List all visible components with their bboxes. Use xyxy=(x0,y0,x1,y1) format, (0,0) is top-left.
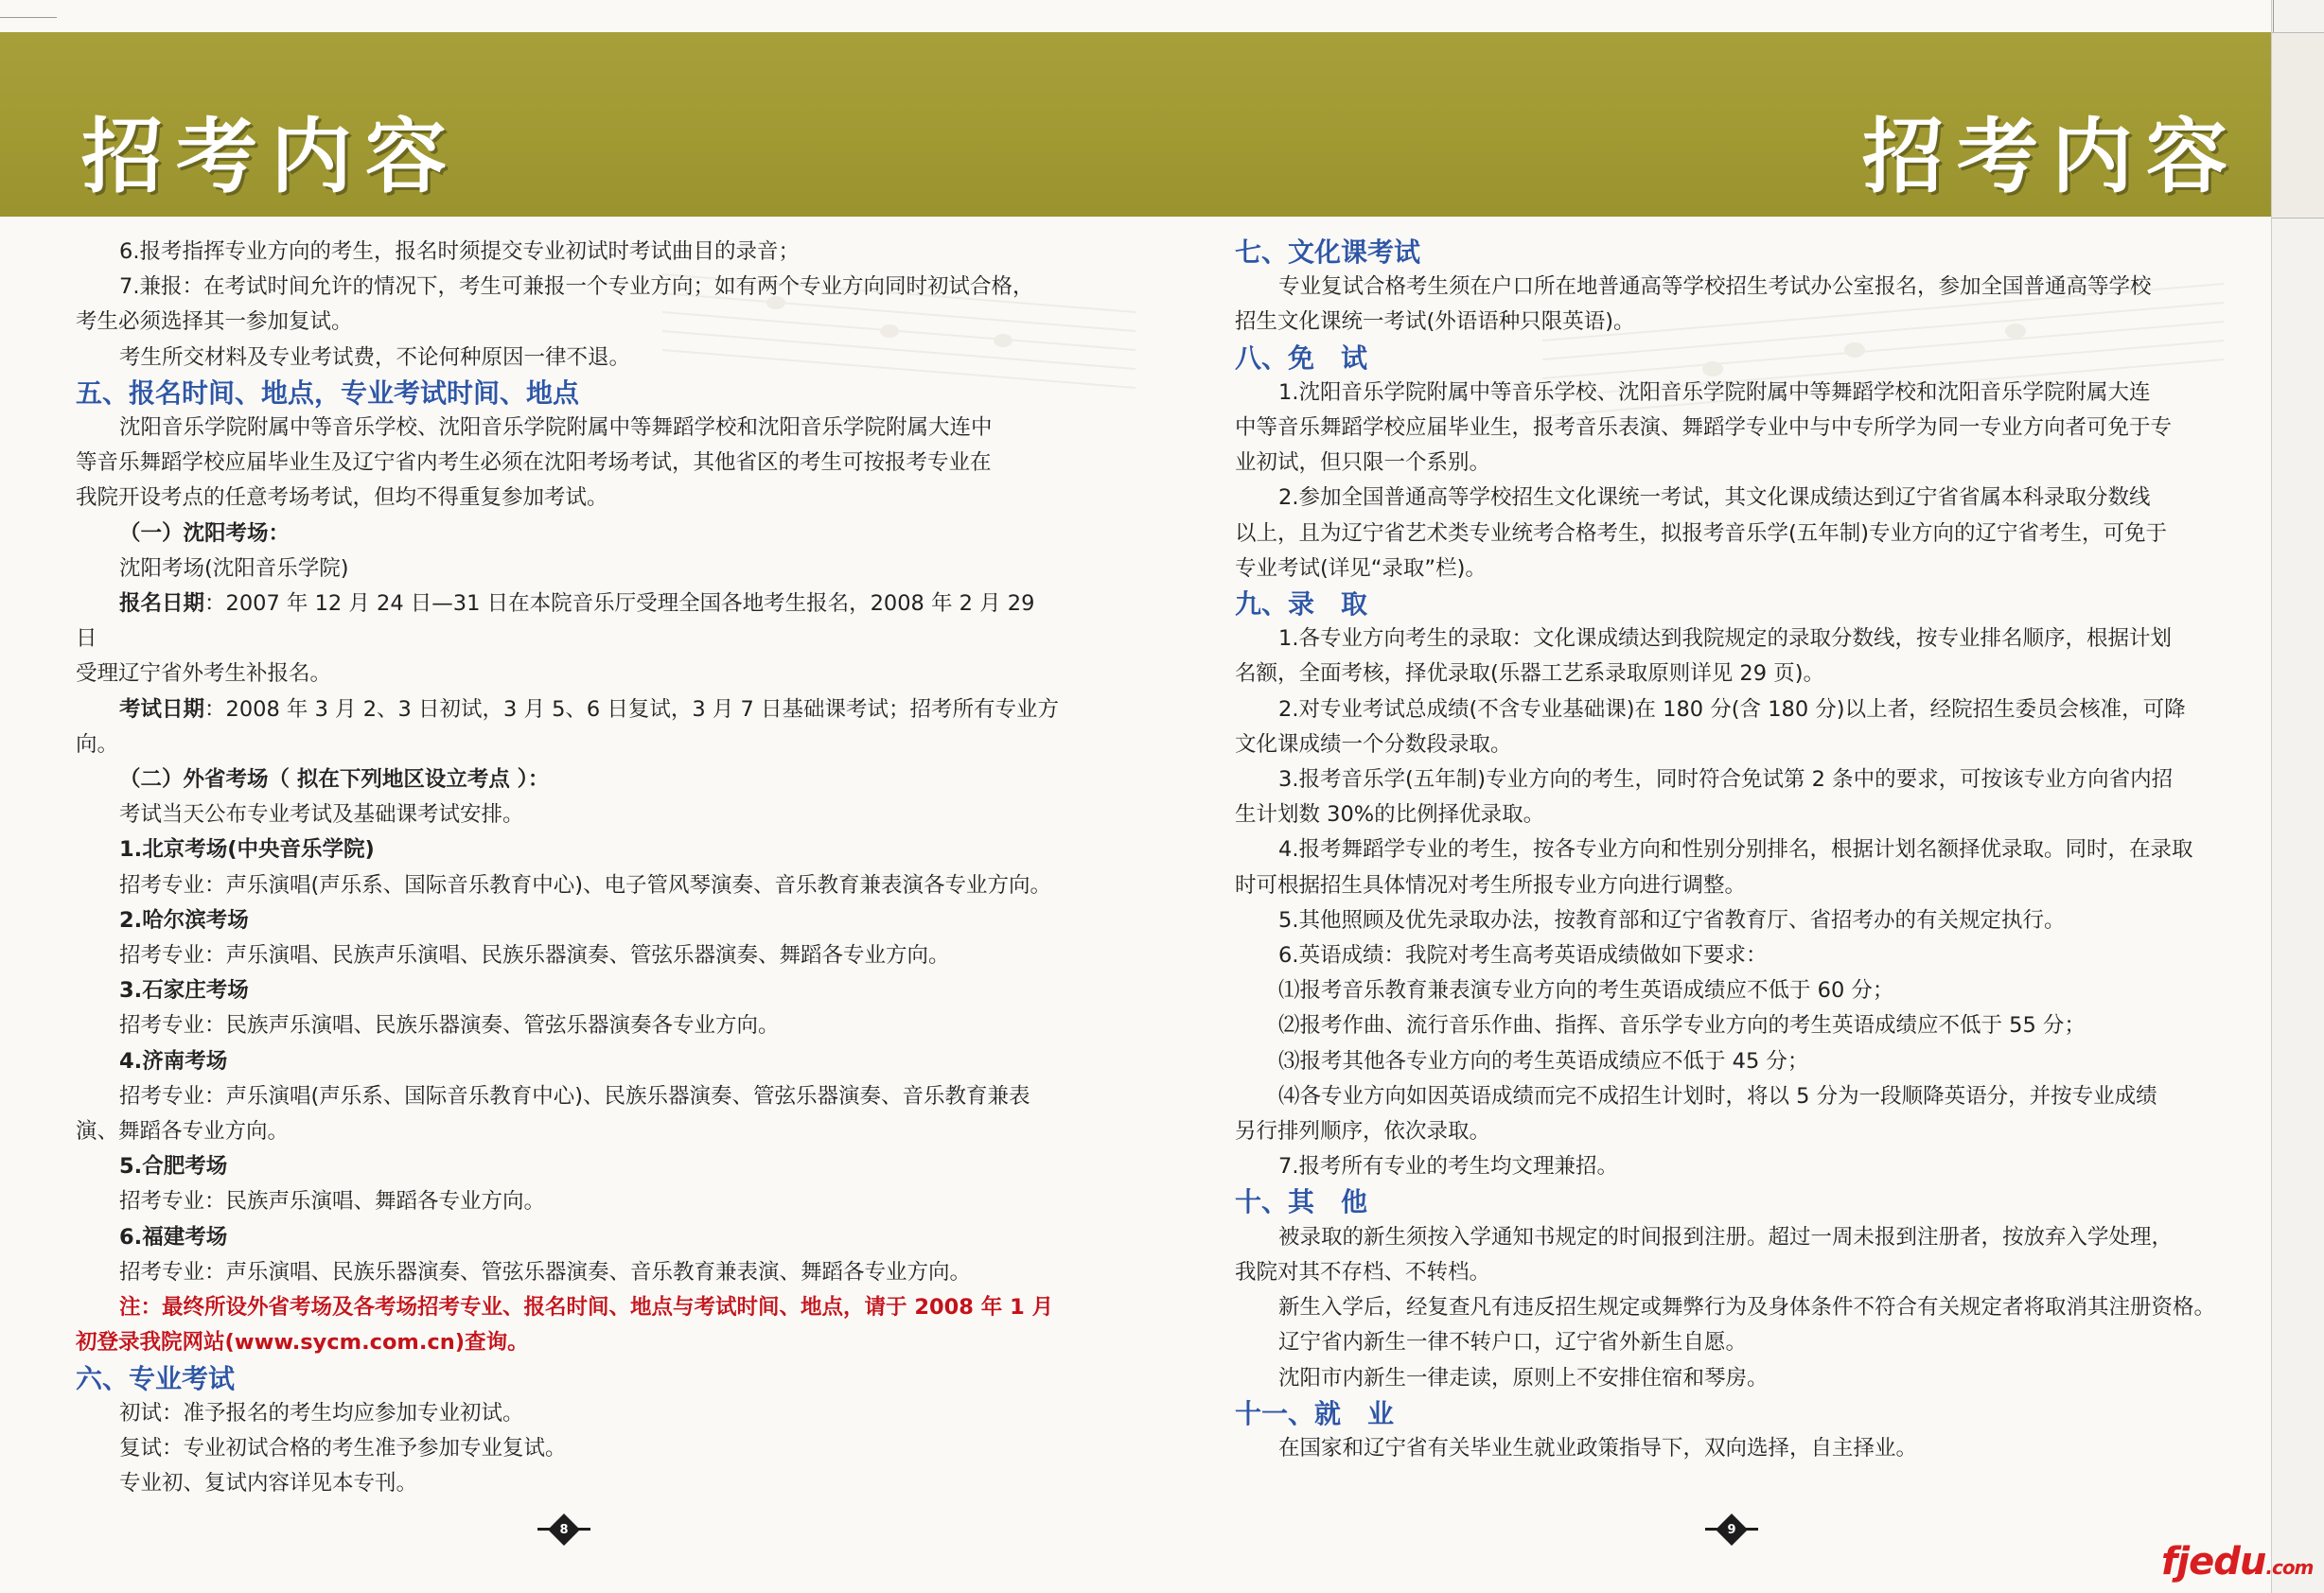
text-line: 招考专业：声乐演唱(声乐系、国际音乐教育中心)、电子管风琴演奏、音乐教育兼表演各专业方向。 xyxy=(119,872,1052,898)
text-line: 初试：准予报名的考生均应参加专业初试。 xyxy=(119,1400,524,1426)
registration-text: ：2007 年 12 月 24 日—31 日在本院音乐厅受理全国各地考生报名，2008 年 2 月 29 日 xyxy=(76,591,1035,652)
text-line: 中等音乐舞蹈学校应届毕业生，报考音乐表演、舞蹈学专业中与中专所学为同一专业方向者可免于专 xyxy=(1235,415,2173,441)
left-content xyxy=(76,235,1060,1501)
text-line: 业初试，但只限一个系别。 xyxy=(1235,450,1491,476)
text-line: 时可根据招生具体情况对考生所报专业方向进行调整。 xyxy=(1235,872,1747,898)
outer-strip-band xyxy=(2272,32,2324,219)
text-line: 招考专业：声乐演唱(声乐系、国际音乐教育中心)、民族乐器演奏、管弦乐器演奏、音乐教育兼表 xyxy=(119,1083,1030,1109)
text-line: 7.兼报：在考试时间允许的情况下，考生可兼报一个专业方向；如有两个专业方向同时初试合格， xyxy=(119,274,1034,300)
subheading-shenyang: （一）沈阳考场： xyxy=(119,520,290,546)
right-page xyxy=(1145,0,2271,1593)
text-line: 辽宁省内新生一律不转户口，辽宁省外新生自愿。 xyxy=(1278,1330,1748,1356)
text-line: 新生入学后，经复查凡有违反招生规定或舞弊行为及身体条件不符合有关规定者将取消其注册资格。 xyxy=(1278,1295,2216,1321)
text-line: 我院开设考点的任意考场考试，但均不得重复参加考试。 xyxy=(76,485,608,511)
text-line: 在国家和辽宁省有关毕业生就业政策指导下，双向选择，自主择业。 xyxy=(1278,1435,1918,1461)
section-heading-8: 八、免 试 xyxy=(1235,341,1368,374)
text-line: 考生所交材料及专业考试费，不论何种原因一律不退。 xyxy=(119,344,631,370)
text-line: 2.参加全国普通高等学校招生文化课统一考试，其文化课成绩达到辽宁省省属本科录取分数线 xyxy=(1278,485,2151,511)
notice-line: 注：最终所设外省考场及各考场招考专业、报名时间、地点与考试时间、地点，请于 2008 年 1 月 xyxy=(119,1295,1054,1321)
section-heading-9: 九、录 取 xyxy=(1235,588,1368,621)
crop-mark xyxy=(0,17,57,18)
text-line: 招生文化课统一考试(外语语种只限英语)。 xyxy=(1235,309,1635,335)
text-line: 等音乐舞蹈学校应届毕业生及辽宁省内考生必须在沈阳考场考试，其他省区的考生可按报考专业在 xyxy=(76,450,992,476)
text-line: 1.各专业方向考生的录取：文化课成绩达到我院规定的录取分数线，按专业排名顺序，根据计划 xyxy=(1278,626,2172,652)
right-content xyxy=(1235,235,2228,1466)
text-line: 4.报考舞蹈学专业的考生，按各专业方向和性别分别排名，根据计划名额择优录取。同时，在录取 xyxy=(1278,837,2193,863)
venue-hefei: 5.合肥考场 xyxy=(119,1154,228,1180)
text-line: 招考专业：民族声乐演唱、民族乐器演奏、管弦乐器演奏各专业方向。 xyxy=(119,1013,780,1039)
page-number-right xyxy=(1705,1516,1758,1543)
text-line: 6.英语成绩：我院对考生高考英语成绩做如下要求： xyxy=(1278,943,1768,969)
crop-mark xyxy=(2273,0,2274,32)
venue-shijiazhuang: 3.石家庄考场 xyxy=(119,978,249,1004)
text-line: 招考专业：民族声乐演唱、舞蹈各专业方向。 xyxy=(119,1189,546,1215)
text-line: 2.对专业考试总成绩(不含专业基础课)在 180 分(含 180 分)以上者，经院招生委员会核准，可降 xyxy=(1278,696,2186,722)
left-page xyxy=(0,0,1145,1593)
text-line: ⑷各专业方向如因英语成绩而完不成招生计划时，将以 5 分为一段顺降英语分，并按专业成绩 xyxy=(1278,1083,2157,1109)
text-line: 沈阳音乐学院附属中等音乐学校、沈阳音乐学院附属中等舞蹈学校和沈阳音乐学院附属大连中 xyxy=(119,415,993,441)
text-line: 名额，全面考核，择优录取(乐器工艺系录取原则详见 29 页)。 xyxy=(1235,661,1824,687)
venue-jinan: 4.济南考场 xyxy=(119,1048,228,1074)
text-line: 被录取的新生须按入学通知书规定的时间报到注册。超过一周未报到注册者，按放弃入学处理， xyxy=(1278,1224,2174,1250)
site-watermark[interactable] xyxy=(2161,1540,2313,1584)
header-band-right xyxy=(1145,32,2271,217)
venue-beijing: 1.北京考场(中央音乐学院) xyxy=(119,837,375,863)
text-line: 考生必须选择其一参加复试。 xyxy=(76,309,353,335)
text-line: ⑴报考音乐教育兼表演专业方向的考生英语成绩应不低于 60 分； xyxy=(1278,978,1894,1004)
text-line: 沈阳考场(沈阳音乐学院) xyxy=(119,555,349,581)
venue-fujian: 6.福建考场 xyxy=(119,1224,228,1250)
registration-label: 报名日期 xyxy=(119,591,205,617)
section-heading-11: 十一、就 业 xyxy=(1235,1397,1395,1429)
text-line: 5.其他照顾及优先录取办法，按教育部和辽宁省教育厅、省招考办的有关规定执行。 xyxy=(1278,907,2066,933)
text-line: 文化课成绩一个分数段录取。 xyxy=(1235,731,1512,757)
page-number-left xyxy=(537,1516,590,1543)
text-line: 7.报考所有专业的考生均文理兼招。 xyxy=(1278,1154,1618,1180)
text-line: 3.报考音乐学(五年制)专业方向的考生，同时符合免试第 2 条中的要求，可按该专业方向省内招 xyxy=(1278,767,2174,793)
page-title-left: 招考内容 xyxy=(81,109,460,204)
text-line: 演、舞蹈各专业方向。 xyxy=(76,1119,290,1145)
text-line: 6.报考指挥专业方向的考生，报名时须提交专业初试时考试曲目的录音； xyxy=(119,239,800,264)
subheading-other-provinces: （二）外省考场（ 拟在下列地区设立考点 ）： xyxy=(119,767,550,793)
text-line: 受理辽宁省外考生补报名。 xyxy=(76,661,332,687)
text-line: 复试：专业初试合格的考生准予参加专业复试。 xyxy=(119,1435,567,1461)
registration-date xyxy=(76,586,1060,656)
text-line: 沈阳市内新生一律走读，原则上不安排住宿和琴房。 xyxy=(1278,1365,1769,1391)
outer-page-strip xyxy=(2271,0,2324,1593)
exam-date xyxy=(76,692,1060,762)
text-line: 专业考试(详见“录取”栏)。 xyxy=(1235,555,1487,581)
section-heading-6: 六、专业考试 xyxy=(76,1362,236,1394)
exam-label: 考试日期 xyxy=(119,696,205,722)
text-line: ⑶报考其他各专业方向的考生英语成绩应不低于 45 分； xyxy=(1278,1048,1809,1074)
text-line: 招考专业：声乐演唱、民族声乐演唱、民族乐器演奏、管弦乐器演奏、舞蹈各专业方向。 xyxy=(119,943,950,969)
text-line: 招考专业：声乐演唱、民族乐器演奏、管弦乐器演奏、音乐教育兼表演、舞蹈各专业方向。 xyxy=(119,1259,972,1285)
watermark-suffix: .com xyxy=(2265,1556,2314,1579)
text-line: 专业初、复试内容详见本专刊。 xyxy=(119,1471,418,1497)
notice-line: 初登录我院网站(www.sycm.com.cn)查询。 xyxy=(76,1330,529,1356)
header-band-left xyxy=(0,32,1145,217)
page-title-right: 招考内容 xyxy=(1862,109,2241,204)
text-line: 考试当天公布专业考试及基础课考试安排。 xyxy=(119,802,524,828)
section-heading-10: 十、其 他 xyxy=(1235,1186,1368,1218)
exam-text: ：2008 年 3 月 2、3 日初试，3 月 5、6 日复试，3 月 7 日基础课考试；招考所有专业方向。 xyxy=(76,696,1059,757)
text-line: 我院对其不存档、不转档。 xyxy=(1235,1259,1491,1285)
section-heading-5: 五、报名时间、地点，专业考试时间、地点 xyxy=(76,376,580,409)
watermark-text: fjedu xyxy=(2161,1540,2266,1584)
section-heading-7: 七、文化课考试 xyxy=(1235,236,1421,268)
text-line: ⑵报考作曲、流行音乐作曲、指挥、音乐学专业方向的考生英语成绩应不低于 55 分； xyxy=(1278,1013,2086,1039)
page-number-text: 9 xyxy=(1727,1522,1736,1537)
text-line: 专业复试合格考生须在户口所在地普通高等学校招生考试办公室报名，参加全国普通高等学校 xyxy=(1278,274,2152,300)
text-line: 生计划数 30%的比例择优录取。 xyxy=(1235,802,1545,828)
text-line: 另行排列顺序，依次录取。 xyxy=(1235,1119,1491,1145)
text-line: 1.沈阳音乐学院附属中等音乐学校、沈阳音乐学院附属中等舞蹈学校和沈阳音乐学院附属大连 xyxy=(1278,379,2151,405)
page-number-text: 8 xyxy=(559,1522,569,1537)
text-line: 以上，且为辽宁省艺术类专业统考合格考生，拟报考音乐学(五年制)专业方向的辽宁省考生，可免于 xyxy=(1235,520,2168,546)
venue-harbin: 2.哈尔滨考场 xyxy=(119,907,249,933)
